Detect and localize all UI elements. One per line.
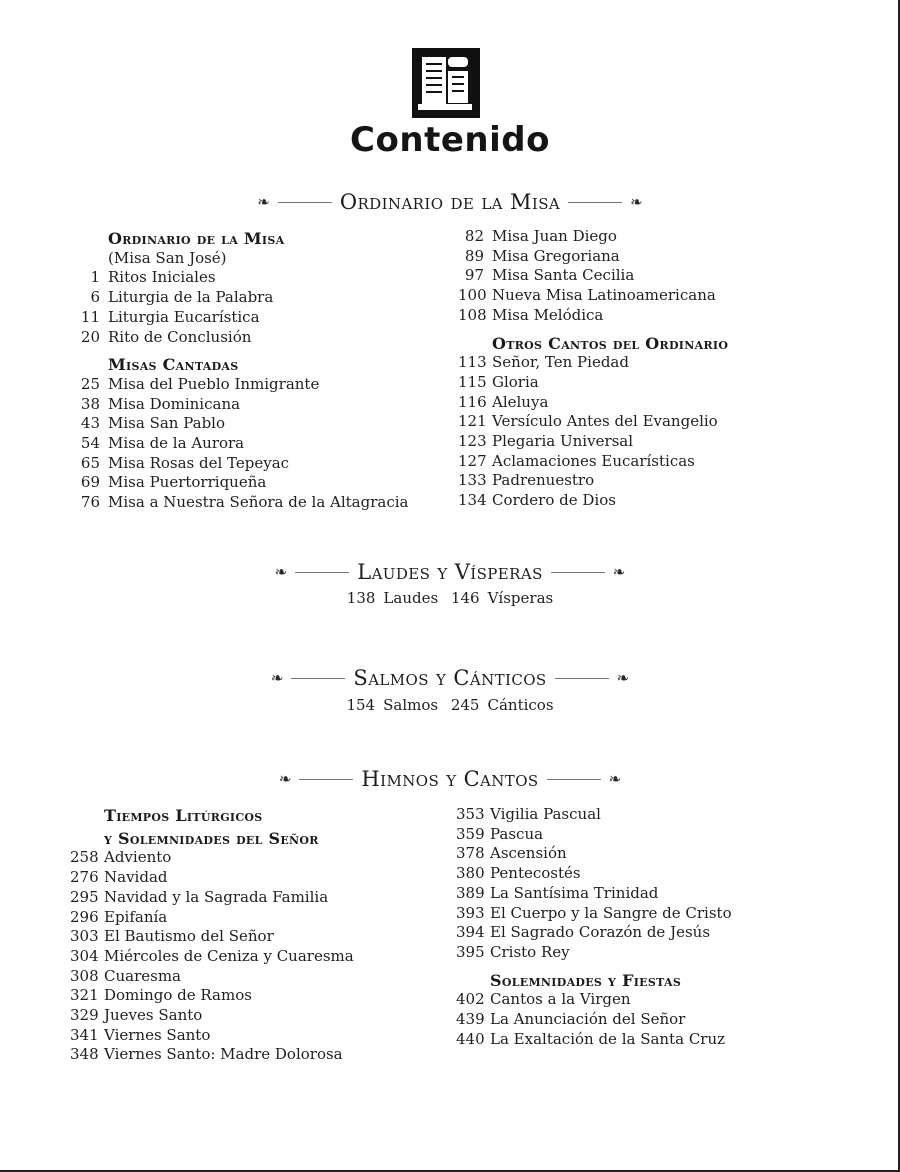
toc-entry [456,990,856,1010]
toc-entry [74,454,454,474]
toc-entry [74,473,454,493]
entry-number: 115 [458,372,487,391]
flourish-left-icon: ❧ [270,669,284,687]
entry-number: 308 [70,966,99,985]
divider [551,572,605,573]
toc-entry [458,373,858,393]
entry-number: 20 [80,327,100,346]
toc-entry [456,864,856,884]
entry-number: 138 [346,589,376,607]
entry-label: Vigilia Pascual [490,805,601,823]
entry-label: Misa Santa Cecilia [492,266,635,285]
section-title: Laudes y Vísperas [357,560,543,584]
entry-number: 329 [70,1006,99,1025]
divider [568,202,622,203]
entry-label: Viernes Santo: Madre Dolorosa [104,1045,343,1064]
toc-entry [456,884,856,904]
toc-entry [74,395,454,415]
entry-label: Rito de Conclusión [108,327,252,346]
toc-entry [458,227,858,247]
divider [547,779,601,780]
entry-label: Misa Rosas del Tepeyac [108,453,290,472]
toc-entry [70,1006,454,1026]
entry-number: 97 [464,266,484,285]
toc-entry [70,967,454,987]
toc-entry [70,947,454,967]
entry-label: Misa Juan Diego [492,227,617,245]
entry-label: Vísperas [487,589,554,607]
entry-label: Cordero de Dios [492,491,616,510]
section-title: Salmos y Cánticos [353,666,547,690]
toc-entry [74,328,454,348]
divider [299,779,353,780]
subsection-title: Solemnidades y Fiestas [490,970,682,990]
flourish-right-icon: ❧ [630,193,643,211]
salmos-entries [0,696,900,714]
entry-number: 133 [458,471,487,490]
entry-label: La Exaltación de la Santa Cruz [490,1029,726,1048]
ordinario-right-column [458,227,858,511]
toc-entry [74,414,454,434]
entry-number: 76 [80,493,100,512]
entry-number: 127 [458,451,487,470]
subsection-title: Tiempos Litúrgicos [104,806,263,825]
toc-entry [458,393,858,413]
divider [291,678,345,679]
laudes-entries [0,589,900,607]
entry-number: 359 [456,824,485,843]
entry-label: Misa San Pablo [108,414,226,433]
flourish-right-icon: ❧ [616,669,630,687]
entry-number: 69 [80,473,100,492]
toc-entry [456,943,856,963]
toc-entry [458,266,858,286]
entry-number: 378 [456,844,485,863]
flourish-left-icon: ❧ [257,193,270,211]
ordinario-left-column [74,229,454,513]
entry-label: Pentecostés [490,864,581,883]
entry-label: Liturgia Eucarística [108,307,260,326]
toc-entry [70,848,454,868]
entry-label: Ritos Iniciales [108,268,216,287]
entry-number: 321 [70,986,99,1005]
entry-number: 303 [70,927,99,946]
entry-number: 123 [458,432,487,451]
toc-entry [70,908,454,928]
entry-label: El Cuerpo y la Sangre de Cristo [490,903,732,922]
toc-entry [74,434,454,454]
divider [278,202,332,203]
scroll-document-icon [410,46,482,120]
toc-entry [74,493,454,513]
toc-entry [458,471,858,491]
toc-entry [456,1030,856,1050]
entry-number: 116 [458,392,487,411]
entry-label: La Santísima Trinidad [490,883,659,902]
section-heading-laudes [0,557,900,587]
entry-label: Señor, Ten Piedad [492,353,629,372]
entry-list [458,353,858,511]
entry-number: 100 [458,286,487,305]
entry-number: 245 [450,696,480,714]
subsection-title-line2: y Solemnidades del Señor [104,828,319,848]
entry-label: Navidad [104,868,168,887]
toc-entry [70,927,454,947]
entry-label: Epifanía [104,907,168,926]
entry-number: 295 [70,887,99,906]
entry-label: El Bautismo del Señor [104,927,274,946]
entry-label: Liturgia de la Palabra [108,288,274,307]
section-title: Himnos y Cantos [361,767,539,791]
entry-label: Pascua [490,824,544,843]
entry-number: 380 [456,864,485,883]
toc-entry [456,805,856,825]
toc-entry [458,432,858,452]
entry-number: 439 [456,1010,485,1029]
subsection-note: (Misa San José) [108,248,227,267]
entry-list [458,227,858,326]
entry-number: 258 [70,848,99,867]
entry-label: Jueves Santo [104,1006,203,1025]
toc-entry [70,1045,454,1065]
entry-number: 394 [456,923,485,942]
entry-number: 276 [70,868,99,887]
section-title: Ordinario de la Misa [339,190,561,214]
entry-label: Misa Melódica [492,305,604,324]
entry-number: 54 [80,434,100,453]
entry-number: 341 [70,1025,99,1044]
entry-number: 393 [456,903,485,922]
toc-entry [74,375,454,395]
entry-label: Cristo Rey [490,942,570,961]
entry-number: 296 [70,907,99,926]
toc-entry [456,844,856,864]
entry-label: Misa del Pueblo Inmigrante [108,374,320,393]
entry-label: Salmos [383,696,439,714]
entry-number: 89 [464,246,484,265]
entry-number: 395 [456,942,485,961]
entry-label: Aleluya [492,392,549,411]
entry-label: Domingo de Ramos [104,986,252,1005]
entry-label: Miércoles de Ceniza y Cuaresma [104,946,354,965]
entry-number: 353 [456,805,485,823]
entry-label: Aclamaciones Eucarísticas [492,451,695,470]
entry-label: Navidad y la Sagrada Familia [104,887,329,906]
entry-number: 25 [80,374,100,393]
entry-list [74,375,454,513]
toc-entry [458,412,858,432]
flourish-left-icon: ❧ [278,770,292,788]
subsection-title: Misas Cantadas [108,355,239,375]
entry-label: Adviento [104,848,172,867]
entry-list [74,268,454,347]
entry-label: Gloria [492,372,539,391]
entry-number: 154 [346,696,376,714]
toc-entry [74,268,454,288]
entry-label: Cánticos [487,696,554,714]
flourish-left-icon: ❧ [274,563,288,581]
toc-entry [70,1026,454,1046]
toc-entry [70,868,454,888]
subsection-title: Ordinario de la Misa [108,229,285,248]
flourish-right-icon: ❧ [612,563,626,581]
entry-label: Nueva Misa Latinoamericana [492,286,716,305]
entry-label: Misa de la Aurora [108,434,245,453]
toc-entry [70,888,454,908]
toc-entry [458,491,858,511]
entry-label: Versículo Antes del Evangelio [492,412,718,431]
entry-number: 440 [456,1029,485,1048]
entry-label: Viernes Santo [104,1025,211,1044]
entry-number: 38 [80,394,100,413]
entry-number: 113 [458,353,487,372]
entry-number: 304 [70,946,99,965]
toc-entry [458,353,858,373]
entry-label: Ascensión [490,844,567,863]
entry-list [70,848,454,1065]
toc-entry [70,986,454,1006]
entry-number: 348 [70,1045,99,1064]
entry-number: 1 [90,268,100,287]
himnos-left-column [70,806,454,1065]
entry-label: Cuaresma [104,966,181,985]
entry-label: Misa a Nuestra Señora de la Altagracia [108,493,409,512]
toc-entry [458,247,858,267]
page-title: Contenido [350,120,550,160]
toc-entry [456,825,856,845]
divider [555,678,609,679]
entry-number: 389 [456,883,485,902]
entry-number: 402 [456,990,485,1009]
flourish-right-icon: ❧ [608,770,622,788]
entry-label: Misa Dominicana [108,394,241,413]
entry-label: Misa Puertorriqueña [108,473,267,492]
entry-number: 11 [80,307,100,326]
toc-entry [458,286,858,306]
entry-number: 6 [90,288,100,307]
subsection-title: Otros Cantos del Ordinario [492,333,729,353]
toc-entry [456,1010,856,1030]
entry-number: 65 [80,453,100,472]
divider [295,572,349,573]
section-heading-himnos [0,764,900,794]
section-heading-salmos [0,663,900,693]
toc-entry [458,452,858,472]
toc-entry [74,308,454,328]
entry-number: 108 [458,305,487,324]
section-heading-ordinario [0,187,900,217]
himnos-right-column [456,805,856,1049]
entry-label: Laudes [383,589,439,607]
toc-entry [456,904,856,924]
entry-label: Padrenuestro [492,471,595,490]
entry-label: El Sagrado Corazón de Jesús [490,923,711,942]
entry-number: 82 [464,227,484,245]
toc-entry [458,306,858,326]
entry-label: Misa Gregoriana [492,246,620,265]
entry-label: Plegaria Universal [492,432,634,451]
toc-entry [74,288,454,308]
entry-list [456,805,856,963]
toc-entry [456,923,856,943]
entry-number: 121 [458,412,487,431]
entry-number: 146 [450,589,480,607]
entry-label: Cantos a la Virgen [490,990,631,1009]
entry-label: La Anunciación del Señor [490,1010,686,1029]
entry-number: 43 [80,414,100,433]
entry-list [456,990,856,1049]
entry-number: 134 [458,491,487,510]
